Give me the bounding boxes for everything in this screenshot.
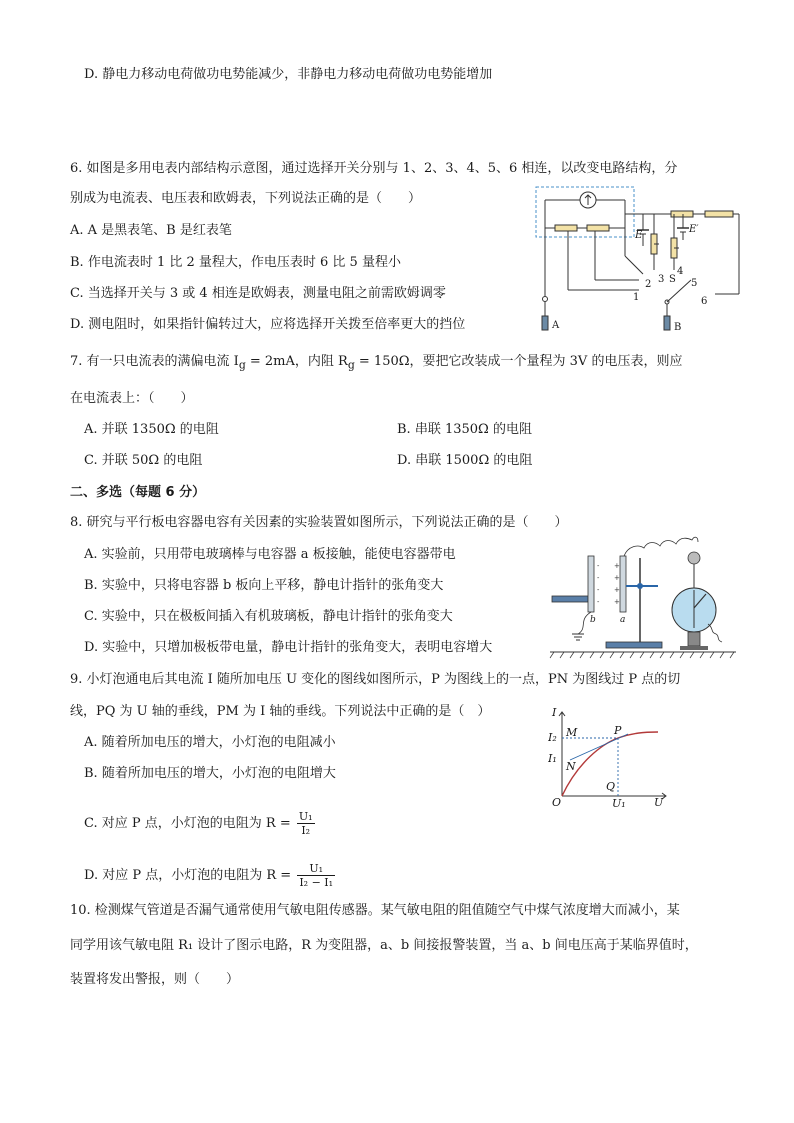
svg-text:+: + [614,586,620,594]
q7-option-d: D. 串联 1500Ω 的电阻 [397,453,533,468]
q9-option-a: A. 随着所加电压的增大，小灯泡的电阻减小 [84,735,336,750]
q7-option-c: C. 并联 50Ω 的电阻 [84,453,203,468]
point-p-label: P [614,724,622,737]
q9-option-d-fraction [297,862,335,889]
q7-option-b: B. 串联 1350Ω 的电阻 [397,422,532,437]
svg-text:-: - [597,598,600,606]
multimeter-circuit-diagram [533,184,743,336]
section-title-multiple-choice: 二、多选（每题 6 分） [70,485,206,500]
label-e: E [635,230,643,241]
q8-option-c: C. 实验中，只在极板间插入有机玻璃板，静电计指针的张角变大 [84,609,453,624]
q9-option-c-fraction [297,810,315,837]
label-5: 5 [691,278,698,289]
svg-text:-: - [597,562,600,570]
q9-option-c-text: C. 对应 P 点，小灯泡的电阻为 R = [84,816,291,831]
axis-u-label: U [654,796,664,809]
point-q-label: Q [606,780,616,793]
u1-label: U₁ [612,797,626,810]
svg-text:-: - [597,574,600,582]
q6-stem-line2: 别成为电流表、电压表和欧姆表，下列说法正确的是（ ） [70,191,422,206]
q10-stem-line3: 装置将发出警报，则（ ） [70,972,240,987]
point-n-label: N [566,760,576,773]
q8-stem: 8. 研究与平行板电容器电容有关因素的实验装置如图所示，下列说法正确的是（ ） [70,515,568,530]
label-3: 3 [658,274,665,285]
q6-stem-line1: 6. 如图是多用电表内部结构示意图，通过选择开关分别与 1、2、3、4、5、6 相连，以改变电路结构，分 [70,161,678,176]
label-probe-b: B [674,322,682,333]
q9-option-c [84,810,315,837]
q9-stem-line2: 线，PQ 为 U 轴的垂线，PM 为 I 轴的垂线。下列说法中正确的是（ ） [70,704,491,719]
q9-option-d [84,862,335,889]
q9-option-c-denominator: I₂ [301,824,311,837]
q8-option-d: D. 实验中，只增加极板带电量，静电计指针的张角变大，表明电容增大 [84,640,493,655]
q9-option-d-text: D. 对应 P 点，小灯泡的电阻为 R = [84,868,292,883]
q6-option-b: B. 作电流表时 1 比 2 量程大，作电压表时 6 比 5 量程小 [70,255,401,270]
q9-stem-line1: 9. 小灯泡通电后其电流 I 随所加电压 U 变化的图线如图所示，P 为图线上的一点，PN 为图线过 P 点的切 [70,672,681,687]
point-m-label: M [566,726,578,739]
svg-text:-: - [597,586,600,594]
label-1: 1 [633,292,640,303]
q9-option-b: B. 随着所加电压的增大，小灯泡的电阻增大 [84,766,336,781]
svg-text:+: + [614,574,620,582]
q8-option-b: B. 实验中，只将电容器 b 板向上平移，静电计指针的张角变大 [84,578,444,593]
q5-option-d: D. 静电力移动电荷做功电势能减少，非静电力移动电荷做功电势能增加 [84,67,493,82]
q6-option-a: A. A 是黑表笔、B 是红表笔 [70,223,232,238]
label-probe-a: A [552,320,560,331]
q10-stem-line2: 同学用该气敏电阻 R₁ 设计了图示电路，R 为变阻器，a、b 间接报警装置，当 a、b 间电压高于某临界值时， [70,938,698,953]
q7-option-a: A. 并联 1350Ω 的电阻 [84,422,219,437]
q9-option-d-denominator: I₂ − I₁ [299,876,334,889]
capacitor-electrometer-diagram [548,528,738,660]
origin-label: O [552,796,562,809]
q9-option-d-numerator: U₁ [297,862,335,876]
q6-option-c: C. 当选择开关与 3 或 4 相连是欧姆表，测量电阻之前需欧姆调零 [70,286,446,301]
label-4: 4 [677,266,684,277]
i1-label: I₁ [548,752,557,765]
q6-option-d: D. 测电阻时，如果指针偏转过大，应将选择开关拨至倍率更大的挡位 [70,317,466,332]
q8-option-a: A. 实验前，只用带电玻璃棒与电容器 a 板接触，能使电容器带电 [84,547,456,562]
q7-stem-line1: 7. 有一只电流表的满偏电流 $I_g = 2mA$，内阻 $R_g = 150\Omega$，要把它改装成一个量程为 3V 的电压表，则应 [70,354,683,372]
q10-stem-line1: 10. 检测煤气管道是否漏气通常使用气敏电阻传感器。某气敏电阻的阻值随空气中煤气浓度增大而减小，某 [70,903,680,918]
label-s: S [669,274,676,285]
svg-text:+: + [614,562,620,570]
i2-label: I₂ [548,731,557,744]
label-6: 6 [701,296,708,307]
iu-curve-graph [548,704,672,810]
axis-i-label: I [552,706,557,719]
q7-stem-line2: 在电流表上：（ ） [70,391,194,406]
label-plate-a: a [620,615,626,625]
label-e-prime: E′ [689,224,699,235]
q9-option-c-numerator: U₁ [298,810,313,823]
svg-text:+: + [614,598,620,606]
label-2: 2 [645,279,652,290]
label-plate-b: b [590,615,596,625]
